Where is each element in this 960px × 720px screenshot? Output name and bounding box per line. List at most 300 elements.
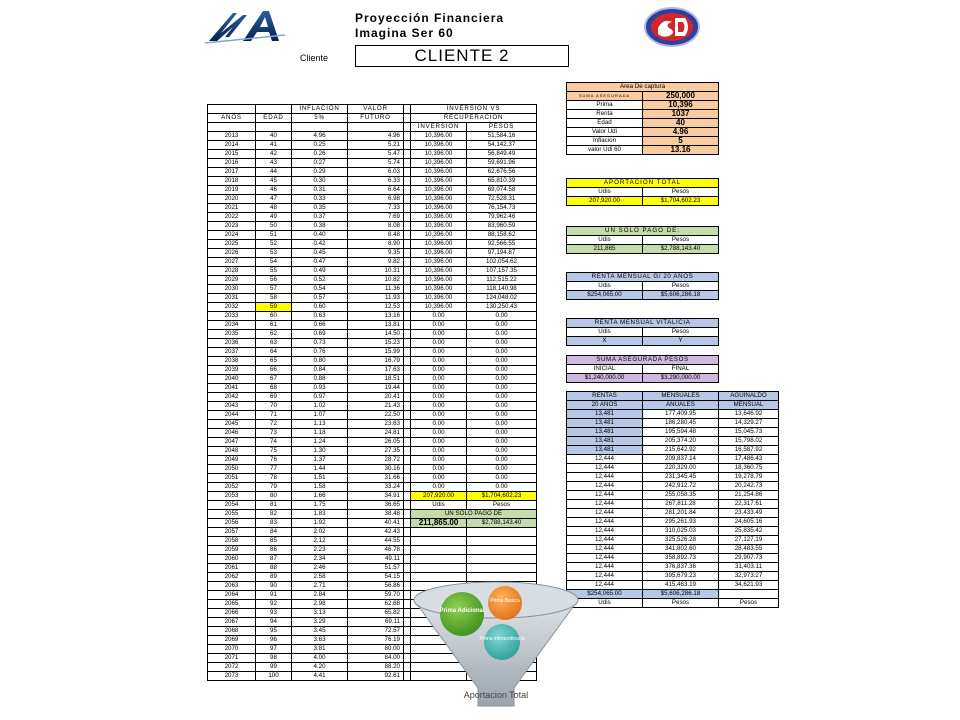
inflation-cell: 2.98 bbox=[292, 600, 348, 609]
investment-cell: 0.00 bbox=[411, 312, 467, 321]
spacer-cell bbox=[404, 375, 411, 384]
age-cell: 60 bbox=[256, 312, 292, 321]
pesos-cell: 0.00 bbox=[467, 393, 537, 402]
investment-cell: 10,396.00 bbox=[411, 240, 467, 249]
rentas-header: AGUINALDO bbox=[719, 392, 779, 401]
inflation-cell: 3.29 bbox=[292, 618, 348, 627]
future-value-cell: 17.63 bbox=[348, 366, 404, 375]
spacer-cell bbox=[404, 528, 411, 537]
inflation-cell: 1.75 bbox=[292, 501, 348, 510]
future-value-cell: 72.57 bbox=[348, 627, 404, 636]
year-cell: 2034 bbox=[208, 321, 256, 330]
pesos-cell: 62,676.56 bbox=[467, 168, 537, 177]
future-value-cell: 8.08 bbox=[348, 222, 404, 231]
age-cell: 51 bbox=[256, 231, 292, 240]
age-cell: 77 bbox=[256, 465, 292, 474]
pesos-cell: $1,704,602.23 bbox=[467, 492, 537, 501]
future-value-cell: 34.91 bbox=[348, 492, 404, 501]
pesos-cell: Pesos bbox=[467, 501, 537, 510]
year-cell: 2046 bbox=[208, 429, 256, 438]
rentas-row bbox=[567, 464, 779, 473]
inflation-cell: 2.02 bbox=[292, 528, 348, 537]
client-label: Cliente bbox=[300, 53, 329, 63]
age-cell: 81 bbox=[256, 501, 292, 510]
age-cell: 87 bbox=[256, 555, 292, 564]
spacer-cell bbox=[404, 393, 411, 402]
inflation-cell: 0.66 bbox=[292, 321, 348, 330]
year-cell: 2023 bbox=[208, 222, 256, 231]
investment-cell bbox=[411, 564, 467, 573]
pesos-cell: 65,810.39 bbox=[467, 177, 537, 186]
suma-pesos-box bbox=[566, 355, 719, 383]
spacer-cell bbox=[404, 240, 411, 249]
pesos-cell: 0.00 bbox=[467, 456, 537, 465]
rentas-row bbox=[567, 518, 779, 527]
renta-vitalicia-col1: Udis bbox=[567, 328, 643, 337]
pesos-cell bbox=[467, 555, 537, 564]
inflation-cell: 4.41 bbox=[292, 672, 348, 681]
table-row bbox=[208, 150, 537, 159]
rentas-total-udis: $254,065.00 bbox=[567, 590, 643, 599]
inflation-cell: 0.30 bbox=[292, 177, 348, 186]
pesos-cell: 59,691.96 bbox=[467, 159, 537, 168]
age-cell: 82 bbox=[256, 510, 292, 519]
pesos-cell: 0.00 bbox=[467, 357, 537, 366]
future-value-cell: 24.81 bbox=[348, 429, 404, 438]
future-value-cell: 49.11 bbox=[348, 555, 404, 564]
year-cell: 2049 bbox=[208, 456, 256, 465]
solo-pago-col2: Pesos bbox=[643, 236, 719, 245]
aguinaldo-cell: 15,798.02 bbox=[719, 437, 779, 446]
future-value-cell: 46.78 bbox=[348, 546, 404, 555]
inflation-cell: 0.25 bbox=[292, 141, 348, 150]
renta-anual-cell: 195,594.48 bbox=[643, 428, 719, 437]
age-cell: 71 bbox=[256, 411, 292, 420]
pesos-cell bbox=[467, 537, 537, 546]
header-cell bbox=[348, 123, 404, 132]
spacer-cell bbox=[404, 483, 411, 492]
aportacion-col2: Pesos bbox=[643, 188, 719, 197]
pesos-cell: 0.00 bbox=[467, 366, 537, 375]
age-cell: 80 bbox=[256, 492, 292, 501]
age-cell: 67 bbox=[256, 375, 292, 384]
prima-label: Prima bbox=[567, 101, 643, 110]
table-row bbox=[208, 546, 537, 555]
investment-cell bbox=[411, 528, 467, 537]
future-value-cell: 19.44 bbox=[348, 384, 404, 393]
spacer-cell bbox=[404, 402, 411, 411]
aguinaldo-cell: 29,907.73 bbox=[719, 554, 779, 563]
year-cell: 2038 bbox=[208, 357, 256, 366]
table-row bbox=[208, 213, 537, 222]
year-cell: 2062 bbox=[208, 573, 256, 582]
inflation-cell: 1.30 bbox=[292, 447, 348, 456]
future-value-cell: 16.79 bbox=[348, 357, 404, 366]
pesos-cell bbox=[467, 564, 537, 573]
age-cell: 52 bbox=[256, 240, 292, 249]
rentas-row bbox=[567, 491, 779, 500]
table-row bbox=[208, 393, 537, 402]
age-cell: 74 bbox=[256, 438, 292, 447]
year-cell: 2017 bbox=[208, 168, 256, 177]
age-cell: 40 bbox=[256, 132, 292, 141]
renta-20-box bbox=[566, 272, 719, 300]
renta-anual-cell: 242,912.72 bbox=[643, 482, 719, 491]
inflation-cell: 0.27 bbox=[292, 159, 348, 168]
table-row bbox=[208, 177, 537, 186]
rentas-footer: Pesos bbox=[719, 599, 779, 608]
pesos-cell: 0.00 bbox=[467, 321, 537, 330]
renta-20-cell: 12,444 bbox=[567, 464, 643, 473]
future-value-cell: 4.96 bbox=[348, 132, 404, 141]
funnel-item-1: Prima Adicional bbox=[439, 608, 485, 614]
inflation-cell: 1.24 bbox=[292, 438, 348, 447]
investment-cell: 0.00 bbox=[411, 411, 467, 420]
aguinaldo-cell: 23,433.49 bbox=[719, 509, 779, 518]
solo-pago-label: UN SOLO PAGO DE bbox=[411, 510, 537, 519]
age-cell: 50 bbox=[256, 222, 292, 231]
edad-label: Edad bbox=[567, 119, 643, 128]
age-cell: 75 bbox=[256, 447, 292, 456]
year-cell: 2053 bbox=[208, 492, 256, 501]
renta-20-cell: 12,444 bbox=[567, 455, 643, 464]
spacer-cell bbox=[404, 222, 411, 231]
inflation-cell: 0.54 bbox=[292, 285, 348, 294]
pesos-cell: 0.00 bbox=[467, 438, 537, 447]
renta-20-cell: 12,444 bbox=[567, 482, 643, 491]
header-inflacion: INFLACION bbox=[292, 105, 348, 114]
prima-adicional-bubble bbox=[440, 592, 484, 636]
age-cell: 100 bbox=[256, 672, 292, 681]
age-cell: 61 bbox=[256, 321, 292, 330]
table-row bbox=[208, 348, 537, 357]
age-cell: 62 bbox=[256, 330, 292, 339]
solo-pago-title: UN SOLO PAGO DE: bbox=[567, 227, 719, 236]
rentas-total-pesos: $5,606,286.18 bbox=[643, 590, 719, 599]
future-value-cell: 88.20 bbox=[348, 663, 404, 672]
edad-value[interactable]: 40 bbox=[643, 119, 719, 128]
future-value-cell: 5.21 bbox=[348, 141, 404, 150]
year-cell: 2031 bbox=[208, 294, 256, 303]
spacer-cell bbox=[404, 141, 411, 150]
aguinaldo-cell: 15,045.73 bbox=[719, 428, 779, 437]
investment-cell: 10,396.00 bbox=[411, 249, 467, 258]
pesos-cell: 0.00 bbox=[467, 483, 537, 492]
future-value-cell: 22.50 bbox=[348, 411, 404, 420]
rentas-row bbox=[567, 482, 779, 491]
header-cell bbox=[208, 105, 256, 114]
future-value-cell: 38.48 bbox=[348, 510, 404, 519]
spacer-cell bbox=[404, 204, 411, 213]
year-cell: 2045 bbox=[208, 420, 256, 429]
renta-anual-cell: 215,642.92 bbox=[643, 446, 719, 455]
investment-cell: 0.00 bbox=[411, 393, 467, 402]
rentas-row bbox=[567, 428, 779, 437]
title-line2: Imagina Ser 60 bbox=[355, 26, 454, 40]
investment-cell: 10,396.00 bbox=[411, 231, 467, 240]
rentas-row bbox=[567, 455, 779, 464]
year-cell: 2067 bbox=[208, 618, 256, 627]
year-cell: 2059 bbox=[208, 546, 256, 555]
future-value-cell: 6.64 bbox=[348, 186, 404, 195]
renta-vitalicia-udis: X bbox=[567, 337, 643, 346]
pesos-cell: 0.00 bbox=[467, 402, 537, 411]
table-row bbox=[208, 231, 537, 240]
year-cell: 2026 bbox=[208, 249, 256, 258]
prima-value[interactable]: 10,396 bbox=[643, 101, 719, 110]
future-value-cell: 9.35 bbox=[348, 249, 404, 258]
renta-anual-cell: 209,837.14 bbox=[643, 455, 719, 464]
aguinaldo-cell: 17,486.43 bbox=[719, 455, 779, 464]
aguinaldo-cell: 14,329.27 bbox=[719, 419, 779, 428]
age-cell: 72 bbox=[256, 420, 292, 429]
rentas-row bbox=[567, 572, 779, 581]
future-value-cell: 51.57 bbox=[348, 564, 404, 573]
age-cell: 78 bbox=[256, 474, 292, 483]
aguinaldo-cell: 19,278.79 bbox=[719, 473, 779, 482]
pesos-cell: 0.00 bbox=[467, 375, 537, 384]
renta-20-cell: 12,444 bbox=[567, 473, 643, 482]
aportacion-funnel-graphic bbox=[410, 578, 582, 720]
inflation-cell: 4.00 bbox=[292, 654, 348, 663]
inflacion-label: Inflacion bbox=[567, 137, 643, 146]
year-cell: 2025 bbox=[208, 240, 256, 249]
spacer-cell bbox=[404, 114, 411, 123]
table-row bbox=[208, 438, 537, 447]
future-value-cell: 14.50 bbox=[348, 330, 404, 339]
future-value-cell: 6.03 bbox=[348, 168, 404, 177]
year-cell: 2030 bbox=[208, 285, 256, 294]
rentas-row bbox=[567, 545, 779, 554]
future-value-cell: 8.90 bbox=[348, 240, 404, 249]
year-cell: 2028 bbox=[208, 267, 256, 276]
age-cell: 98 bbox=[256, 654, 292, 663]
header-cell bbox=[256, 123, 292, 132]
future-value-cell: 92.61 bbox=[348, 672, 404, 681]
table-row bbox=[208, 375, 537, 384]
table-row bbox=[208, 447, 537, 456]
rentas-footer: Pesos bbox=[643, 599, 719, 608]
table-row bbox=[208, 555, 537, 564]
investment-cell: 0.00 bbox=[411, 357, 467, 366]
pesos-cell: 97,194.87 bbox=[467, 249, 537, 258]
future-value-cell: 28.72 bbox=[348, 456, 404, 465]
inflation-cell: 0.37 bbox=[292, 213, 348, 222]
future-value-cell: 36.65 bbox=[348, 501, 404, 510]
table-row bbox=[208, 258, 537, 267]
solo-pago-pesos: $2,788,143.40 bbox=[643, 245, 719, 254]
suma-value[interactable]: 250,000 bbox=[643, 92, 719, 101]
pesos-cell: 0.00 bbox=[467, 429, 537, 438]
age-cell: 86 bbox=[256, 546, 292, 555]
inflation-cell: 1.13 bbox=[292, 420, 348, 429]
table-row bbox=[208, 294, 537, 303]
rentas-row bbox=[567, 563, 779, 572]
future-value-cell: 8.48 bbox=[348, 231, 404, 240]
future-value-cell: 13.81 bbox=[348, 321, 404, 330]
spacer-cell bbox=[404, 159, 411, 168]
renta-20-cell: 12,444 bbox=[567, 572, 643, 581]
renta-anual-cell: 186,280.45 bbox=[643, 419, 719, 428]
table-row bbox=[208, 429, 537, 438]
future-value-cell: 40.41 bbox=[348, 519, 404, 528]
udi-value[interactable]: 4.96 bbox=[643, 128, 719, 137]
spacer-cell bbox=[404, 555, 411, 564]
table-row bbox=[208, 474, 537, 483]
year-cell: 2018 bbox=[208, 177, 256, 186]
year-cell: 2035 bbox=[208, 330, 256, 339]
age-cell: 64 bbox=[256, 348, 292, 357]
suma-pesos-col1: INICIAL bbox=[567, 365, 643, 374]
header-futuro: FUTURO bbox=[348, 114, 404, 123]
investment-cell: 10,396.00 bbox=[411, 186, 467, 195]
year-cell: 2056 bbox=[208, 519, 256, 528]
renta-20-cell: 13,481 bbox=[567, 437, 643, 446]
spacer-cell bbox=[404, 177, 411, 186]
renta-anual-cell: 358,892.73 bbox=[643, 554, 719, 563]
year-cell: 2039 bbox=[208, 366, 256, 375]
investment-cell: 0.00 bbox=[411, 384, 467, 393]
spacer-cell bbox=[404, 213, 411, 222]
future-value-cell: 5.47 bbox=[348, 150, 404, 159]
table-row bbox=[208, 195, 537, 204]
table-row bbox=[208, 132, 537, 141]
table-row bbox=[208, 222, 537, 231]
inflacion-value[interactable]: 5 bbox=[643, 137, 719, 146]
funnel-item-3: Prima extraordinaria bbox=[479, 636, 525, 642]
pesos-cell: 112,515.22 bbox=[467, 276, 537, 285]
investment-cell: 0.00 bbox=[411, 348, 467, 357]
inflation-cell: 0.97 bbox=[292, 393, 348, 402]
future-value-cell: 26.05 bbox=[348, 438, 404, 447]
age-cell: 54 bbox=[256, 258, 292, 267]
year-cell: 2033 bbox=[208, 312, 256, 321]
future-value-cell: 59.70 bbox=[348, 591, 404, 600]
future-value-cell: 42.43 bbox=[348, 528, 404, 537]
year-cell: 2072 bbox=[208, 663, 256, 672]
future-value-cell: 31.66 bbox=[348, 474, 404, 483]
future-value-cell: 84.00 bbox=[348, 654, 404, 663]
aguinaldo-cell: 34,621.93 bbox=[719, 581, 779, 590]
renta-anual-cell: 341,802.60 bbox=[643, 545, 719, 554]
aguinaldo-cell: 25,835.42 bbox=[719, 527, 779, 536]
age-cell: 91 bbox=[256, 591, 292, 600]
table-row bbox=[208, 357, 537, 366]
year-cell: 2050 bbox=[208, 465, 256, 474]
future-value-cell: 23.63 bbox=[348, 420, 404, 429]
year-cell: 2016 bbox=[208, 159, 256, 168]
age-cell: 41 bbox=[256, 141, 292, 150]
spacer-cell bbox=[404, 510, 411, 519]
spacer-cell bbox=[404, 465, 411, 474]
rentas-row bbox=[567, 554, 779, 563]
aportacion-udis: 207,920.00 bbox=[567, 197, 643, 206]
future-value-cell: 9.82 bbox=[348, 258, 404, 267]
inflation-cell: 0.60 bbox=[292, 303, 348, 312]
age-cell: 96 bbox=[256, 636, 292, 645]
age-cell: 99 bbox=[256, 663, 292, 672]
renta-vitalicia-pesos: Y bbox=[643, 337, 719, 346]
investment-cell bbox=[411, 555, 467, 564]
investment-cell: 0.00 bbox=[411, 483, 467, 492]
renta-value[interactable]: 1037 bbox=[643, 110, 719, 119]
rentas-header: MENSUAL bbox=[719, 401, 779, 410]
rentas-row bbox=[567, 500, 779, 509]
inflation-cell: 3.63 bbox=[292, 636, 348, 645]
future-value-cell: 54.15 bbox=[348, 573, 404, 582]
empty-cell bbox=[719, 590, 779, 599]
inflation-cell: 1.83 bbox=[292, 510, 348, 519]
renta-20-cell: 12,444 bbox=[567, 581, 643, 590]
header-anos: AÑOS bbox=[208, 114, 256, 123]
investment-cell: 10,396.00 bbox=[411, 204, 467, 213]
year-cell: 2041 bbox=[208, 384, 256, 393]
investment-cell: 10,396.00 bbox=[411, 159, 467, 168]
inflation-cell: 2.12 bbox=[292, 537, 348, 546]
future-value-cell: 10.82 bbox=[348, 276, 404, 285]
inflation-cell: 2.46 bbox=[292, 564, 348, 573]
header-cell bbox=[292, 123, 348, 132]
table-row bbox=[208, 564, 537, 573]
investment-cell: 10,396.00 bbox=[411, 168, 467, 177]
year-cell: 2063 bbox=[208, 582, 256, 591]
investment-cell: 0.00 bbox=[411, 330, 467, 339]
pesos-cell: 0.00 bbox=[467, 348, 537, 357]
inflation-cell: 3.45 bbox=[292, 627, 348, 636]
year-cell: 2042 bbox=[208, 393, 256, 402]
year-cell: 2040 bbox=[208, 375, 256, 384]
investment-cell: 0.00 bbox=[411, 366, 467, 375]
spacer-cell bbox=[404, 294, 411, 303]
spacer-cell bbox=[404, 456, 411, 465]
capture-area bbox=[566, 82, 719, 155]
year-cell: 2048 bbox=[208, 447, 256, 456]
year-cell: 2065 bbox=[208, 600, 256, 609]
inflation-cell: 0.49 bbox=[292, 267, 348, 276]
future-value-cell: 13.16 bbox=[348, 312, 404, 321]
pesos-cell: 0.00 bbox=[467, 447, 537, 456]
age-cell: 63 bbox=[256, 339, 292, 348]
pesos-cell: 118,140.98 bbox=[467, 285, 537, 294]
spacer-cell bbox=[404, 474, 411, 483]
table-row bbox=[208, 384, 537, 393]
table-row bbox=[208, 285, 537, 294]
inflation-cell: 0.73 bbox=[292, 339, 348, 348]
pesos-cell bbox=[467, 546, 537, 555]
investment-cell: 0.00 bbox=[411, 456, 467, 465]
age-cell: 42 bbox=[256, 150, 292, 159]
aportacion-pesos: $1,704,602.23 bbox=[643, 197, 719, 206]
future-value-cell: 44.55 bbox=[348, 537, 404, 546]
spacer-cell bbox=[404, 276, 411, 285]
year-cell: 2020 bbox=[208, 195, 256, 204]
investment-cell bbox=[411, 537, 467, 546]
future-value-cell: 11.93 bbox=[348, 294, 404, 303]
renta-20-cell: 13,481 bbox=[567, 446, 643, 455]
aguinaldo-cell: 21,254.86 bbox=[719, 491, 779, 500]
inflation-cell: 0.76 bbox=[292, 348, 348, 357]
inflation-cell: 0.33 bbox=[292, 195, 348, 204]
renta-vitalicia-title: RENTA MENSUAL VITALICIA bbox=[567, 319, 719, 328]
client-name-field[interactable]: CLIENTE 2 bbox=[355, 45, 569, 67]
company-logo-right bbox=[643, 6, 701, 48]
renta-20-col2: Pesos bbox=[643, 282, 719, 291]
pesos-cell: 0.00 bbox=[467, 312, 537, 321]
age-cell: 48 bbox=[256, 204, 292, 213]
inflation-cell: 2.34 bbox=[292, 555, 348, 564]
future-value-cell: 21.43 bbox=[348, 402, 404, 411]
year-cell: 2015 bbox=[208, 150, 256, 159]
